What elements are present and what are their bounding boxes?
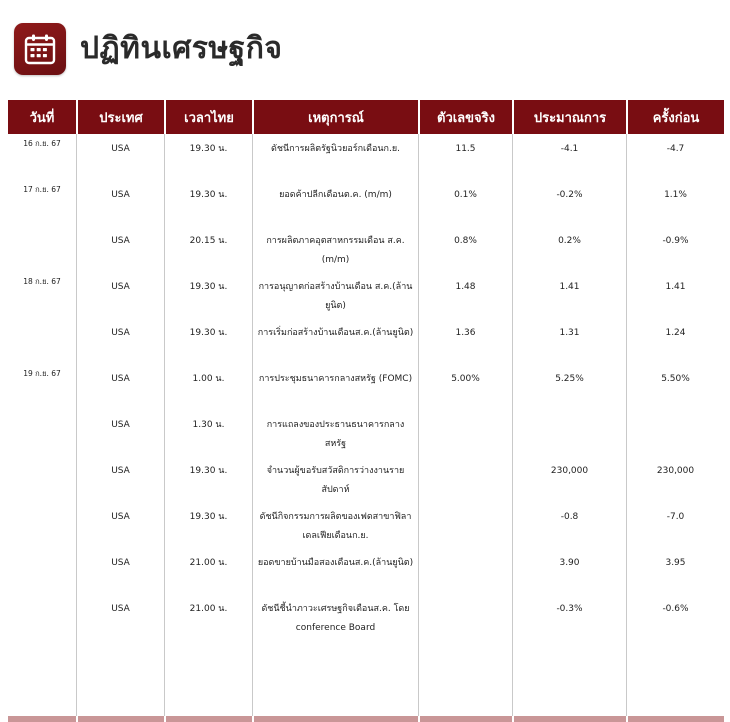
cell-date [8, 410, 76, 456]
cell-actual: 0.1% [418, 180, 512, 226]
calendar-icon [14, 23, 66, 75]
cell-event: ดัชนีกิจกรรมการผลิตของเฟดสาขาฟิลาเดลเฟียเดือนก.ย. [252, 502, 418, 548]
cell-event: การแถลงของประธานธนาคารกลางสหรัฐ [252, 410, 418, 456]
cell-forecast: 3.90 [512, 548, 626, 594]
cell-forecast: 0.2% [512, 226, 626, 272]
table-row [8, 364, 724, 410]
cell-previous: 3.95 [626, 548, 724, 594]
cell-event: ยอดขายบ้านมือสองเดือนส.ค.(ล้านยูนิต) [252, 548, 418, 594]
cell-previous: 230,000 [626, 456, 724, 502]
cell-country: USA [76, 180, 164, 226]
cell-previous: 1.24 [626, 318, 724, 364]
cell-forecast: 1.41 [512, 272, 626, 318]
cell-date [8, 594, 76, 640]
cell-time: 21.00 น. [164, 548, 252, 594]
cell-date [8, 502, 76, 548]
cell-previous: -4.7 [626, 134, 724, 180]
cell-country: USA [76, 502, 164, 548]
cell-forecast: -0.3% [512, 594, 626, 640]
cell-event: การเริ่มก่อสร้างบ้านเดือนส.ค.(ล้านยูนิต) [252, 318, 418, 364]
cell-date [8, 456, 76, 502]
table-row [8, 456, 724, 502]
cell-time: 19.30 น. [164, 272, 252, 318]
cell-actual: 0.8% [418, 226, 512, 272]
cell-event: การอนุญาตก่อสร้างบ้านเดือน ส.ค.(ล้านยูนิต) [252, 272, 418, 318]
cell-date: 18 ก.ย. 67 [23, 277, 61, 286]
table-row [8, 548, 724, 594]
column-header-date: วันที่ [8, 100, 76, 134]
cell-time: 1.00 น. [164, 364, 252, 410]
table-row [8, 226, 724, 272]
column-header-forecast: ประมาณการ [512, 100, 626, 134]
cell-date [8, 548, 76, 594]
cell-time: 21.00 น. [164, 594, 252, 640]
cell-country: USA [76, 226, 164, 272]
cell-forecast: 230,000 [512, 456, 626, 502]
cell-event: การผลิตภาคอุตสาหกรรมเดือน ส.ค.(m/m) [252, 226, 418, 272]
cell-event: ดัชนีการผลิตรัฐนิวยอร์กเดือนก.ย. [252, 134, 418, 180]
cell-country: USA [76, 594, 164, 640]
economic-calendar-table [8, 100, 724, 722]
cell-date [8, 226, 76, 272]
table-row [8, 410, 724, 456]
cell-forecast [512, 410, 626, 456]
table-row [8, 502, 724, 548]
table-row [8, 134, 724, 180]
cell-date: 16 ก.ย. 67 [23, 139, 61, 148]
cell-actual [418, 410, 512, 456]
cell-event: การประชุมธนาคารกลางสหรัฐ (FOMC) [252, 364, 418, 410]
column-header-actual: ตัวเลขจริง [418, 100, 512, 134]
cell-country: USA [76, 456, 164, 502]
cell-time: 19.30 น. [164, 502, 252, 548]
cell-forecast: -0.8 [512, 502, 626, 548]
cell-previous: -0.9% [626, 226, 724, 272]
cell-actual: 5.00% [418, 364, 512, 410]
table-row [8, 318, 724, 364]
table-row [8, 272, 724, 318]
cell-actual: 11.5 [418, 134, 512, 180]
cell-actual [418, 502, 512, 548]
column-header-thai-time: เวลาไทย [164, 100, 252, 134]
cell-country: USA [76, 410, 164, 456]
cell-time: 20.15 น. [164, 226, 252, 272]
cell-actual: 1.48 [418, 272, 512, 318]
cell-previous: 1.1% [626, 180, 724, 226]
cell-forecast: 1.31 [512, 318, 626, 364]
cell-forecast: -0.2% [512, 180, 626, 226]
table-filler-row [8, 640, 724, 716]
cell-actual: 1.36 [418, 318, 512, 364]
cell-previous: 5.50% [626, 364, 724, 410]
table-footer-bar [8, 716, 724, 722]
cell-previous [626, 410, 724, 456]
column-header-country: ประเทศ [76, 100, 164, 134]
cell-previous: -0.6% [626, 594, 724, 640]
cell-country: USA [76, 272, 164, 318]
cell-date: 17 ก.ย. 67 [23, 185, 61, 194]
page-header [14, 22, 282, 76]
cell-event: ยอดค้าปลีกเดือนต.ค. (m/m) [252, 180, 418, 226]
cell-country: USA [76, 548, 164, 594]
cell-event: ดัชนีชี้นำภาวะเศรษฐกิจเดือนส.ค. โดย conference Board [252, 594, 418, 640]
cell-forecast: 5.25% [512, 364, 626, 410]
cell-time: 19.30 น. [164, 318, 252, 364]
table-row [8, 180, 724, 226]
cell-country: USA [76, 134, 164, 180]
cell-time: 19.30 น. [164, 134, 252, 180]
cell-previous: -7.0 [626, 502, 724, 548]
cell-actual [418, 548, 512, 594]
cell-actual [418, 456, 512, 502]
cell-event: จำนวนผู้ขอรับสวัสดิการว่างงานรายสัปดาห์ [252, 456, 418, 502]
column-header-previous: ครั้งก่อน [626, 100, 724, 134]
cell-country: USA [76, 318, 164, 364]
cell-time: 19.30 น. [164, 456, 252, 502]
table-row [8, 594, 724, 640]
page-title: ปฏิทินเศรษฐกิจ [80, 31, 283, 66]
table-body [8, 134, 724, 722]
cell-country: USA [76, 364, 164, 410]
cell-time: 19.30 น. [164, 180, 252, 226]
cell-date: 19 ก.ย. 67 [23, 369, 61, 378]
cell-date [8, 318, 76, 364]
cell-previous: 1.41 [626, 272, 724, 318]
table-header-row [8, 100, 724, 134]
cell-time: 1.30 น. [164, 410, 252, 456]
cell-actual [418, 594, 512, 640]
cell-forecast: -4.1 [512, 134, 626, 180]
column-header-event: เหตุการณ์ [252, 100, 418, 134]
